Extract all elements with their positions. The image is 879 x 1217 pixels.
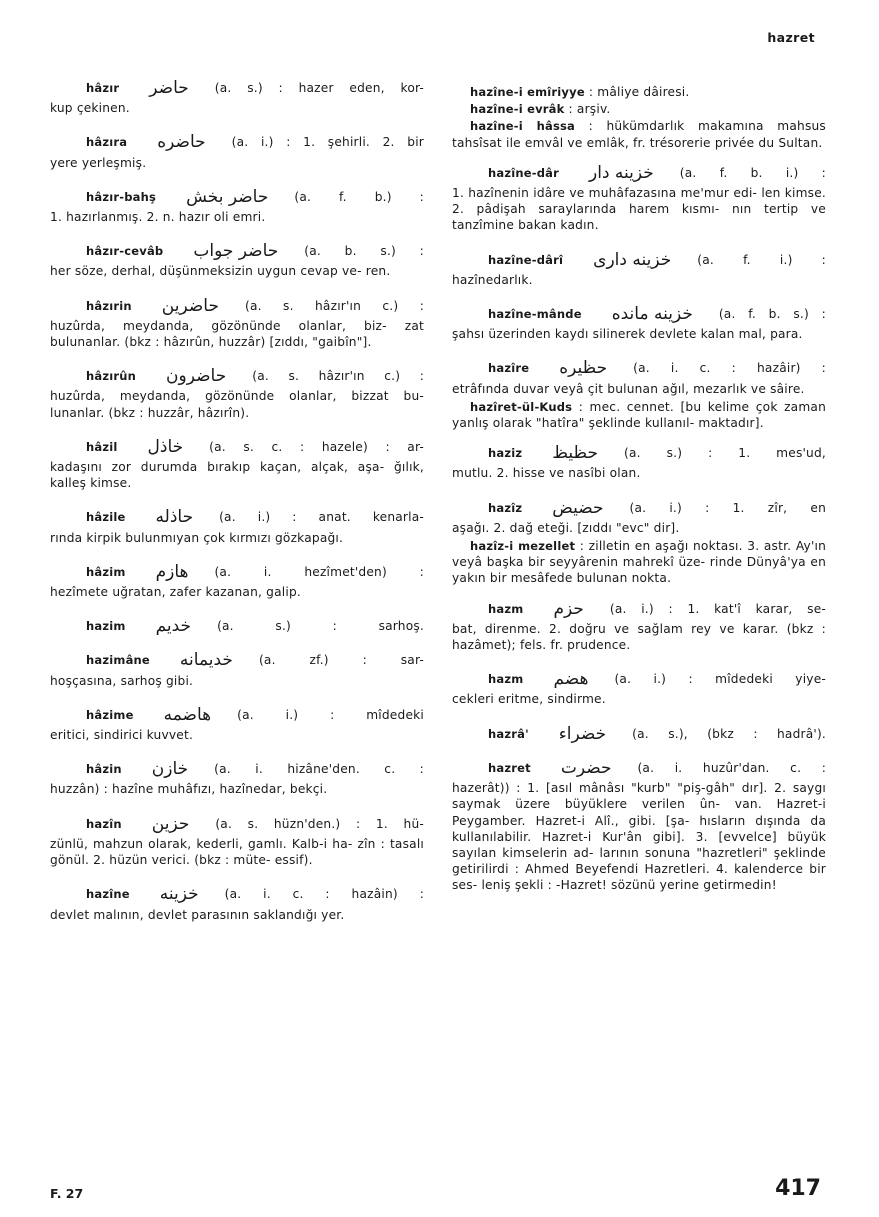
dictionary-entry (452, 360, 826, 396)
definition-body: 1. hazırlanmış. 2. n. hazır oli emri. (50, 210, 266, 225)
headword: hazîre (488, 361, 530, 376)
headword-line (50, 295, 424, 316)
definition-start: (a. i.) : 1. zîr, en (629, 500, 826, 515)
arabic-spelling: خاذل (147, 436, 184, 457)
arabic-spelling: خازن (151, 759, 189, 780)
definition-body: devlet malının, devlet parasının saklandığı yer. (50, 907, 345, 922)
headword-line (50, 241, 424, 262)
definition-body: 1. hazînenin idâre ve muhâfazasına me'mur edi- len kimse. 2. pâdişah saraylarında harem kısmı- nın tertip ve tanzîmine bakan kadın. (452, 186, 826, 233)
subentry-term: hazîret-ül-Kuds (470, 399, 573, 414)
subentry-term: hazîz-i mezellet (470, 539, 576, 554)
definition-start: (a. f. b. i.) : (679, 165, 826, 180)
headword: hâzil (86, 439, 118, 454)
headword: hâzır-bahş (86, 189, 157, 204)
dictionary-entry (50, 509, 424, 545)
definition-body: hezîmete uğratan, zafer kazanan, galip. (50, 585, 301, 600)
dictionary-entry (50, 652, 424, 688)
headword-line (50, 366, 424, 387)
footer-signature: F. 27 (50, 1186, 84, 1201)
definition-body: her söze, derhal, düşünmeksizin uygun cevap ve- ren. (50, 264, 391, 279)
arabic-spelling: حضيض (552, 497, 604, 518)
subentry (452, 84, 826, 100)
headword: hâzime (86, 707, 134, 722)
headword: hazîne-dâr (488, 165, 560, 180)
definition-start: (a. i. huzûr'dan. c. : (637, 760, 826, 775)
definition-start: (a. s.) : hazer eden, kor- (214, 81, 424, 95)
headword: hazrâ' (488, 726, 529, 741)
headword: hazm (488, 601, 524, 616)
definition-start: (a. f. b.) : (294, 189, 424, 204)
arabic-spelling: حظيره (559, 358, 608, 379)
definition-body: etrâfında duvar veyâ çit bulunan ağıl, mezarlık ve sâire. (452, 381, 805, 396)
arabic-spelling: هاضمه (163, 704, 212, 725)
headword: hazim (86, 619, 126, 634)
dictionary-entry (452, 598, 826, 654)
arabic-spelling: خزينه مانده (611, 304, 693, 325)
headword: hazîne-mânde (488, 307, 582, 322)
dictionary-entry (452, 249, 826, 288)
dictionary-entry (50, 561, 424, 600)
arabic-spelling: خديم (155, 616, 192, 637)
definition-body: eritici, sindirici kuvvet. (50, 728, 194, 743)
headword: hâzıra (86, 135, 128, 150)
definition-body: cekleri eritme, sindirme. (452, 692, 606, 707)
definition-start: (a. i. c. : hazâir) : (633, 361, 826, 376)
headword: hâzırûn (86, 369, 137, 384)
headword-line (50, 507, 424, 528)
arabic-spelling: هازم (155, 561, 189, 582)
arabic-spelling: خزينه دار (589, 162, 654, 183)
arabic-spelling: خضراء (558, 723, 607, 744)
headword-line (50, 650, 424, 671)
dictionary-entry (452, 757, 826, 894)
dictionary-entry (50, 436, 424, 492)
headword: hazm (488, 672, 524, 687)
definition-start: (a. i.) : 1. kat'î karar, se- (609, 601, 826, 616)
definition-start: (a. i.) : mîdedeki yiye- (614, 672, 826, 687)
definition-start: (a. f. i.) : (697, 252, 826, 267)
arabic-spelling: حاضره (157, 132, 206, 153)
arabic-spelling: حاضرون (166, 366, 227, 387)
dictionary-entry (50, 186, 424, 225)
arabic-spelling: خديمانه (179, 650, 233, 671)
arabic-spelling: حزين (151, 813, 190, 834)
subentry (452, 399, 826, 431)
definition-start: (a. zf.) : sar- (258, 653, 424, 668)
arabic-spelling: خزينه (159, 884, 199, 905)
definition-body: kup çekinen. (50, 101, 130, 116)
headword: hazret (488, 760, 531, 775)
subentry-definition: : arşiv. (568, 102, 611, 117)
subentry (452, 101, 826, 117)
dictionary-entry (452, 306, 826, 342)
subentry-definition: : mec. cennet. [bu kelime çok zaman yanlış olarak "hatîra" şeklinde kullanıl- maktadır]. (452, 399, 827, 431)
running-head: hazret (767, 30, 815, 45)
headword-line (452, 598, 826, 619)
right-column (452, 84, 826, 912)
headword-line (50, 132, 424, 153)
arabic-spelling: حظيظ (552, 443, 599, 464)
arabic-spelling: حاضر بخش (186, 186, 269, 207)
headword: hazimâne (86, 653, 150, 668)
definition-start: (a. s.) : sarhoş. (217, 619, 424, 634)
subentry-definition: : hükümdarlık makamına mahsus tahsîsat ile emvâl ve emlâk, fr. trésorerie privée du Sultan. (452, 119, 826, 150)
definition-body: mutlu. 2. hisse ve nasîbi olan. (452, 466, 641, 481)
definition-start: (a. i. c. : hazâin) : (224, 887, 424, 902)
headword-line (50, 80, 424, 96)
headword-line (50, 186, 424, 207)
arabic-spelling: حاذله (155, 507, 194, 528)
definition-body: bat, direnme. 2. doğru ve sağlam rey ve karar. (bkz : hazâmet); fels. fr. prudence. (452, 621, 826, 653)
left-column (50, 80, 424, 941)
headword-line (50, 561, 424, 582)
headword-line (50, 436, 424, 457)
definition-start: (a. i. hezîmet'den) : (214, 564, 424, 579)
headword-line (452, 304, 826, 325)
dictionary-entry (452, 445, 826, 481)
definition-start: (a. i.) : mîdedeki (237, 707, 424, 722)
headword: hazîz (488, 500, 523, 515)
page-number: 417 (775, 1176, 821, 1201)
headword-line (452, 757, 826, 778)
definition-body: aşağı. 2. dağ eteği. [zıddı "evc" dir]. (452, 520, 680, 535)
arabic-spelling: هضم (553, 669, 589, 690)
dictionary-entry (452, 723, 826, 744)
dictionary-entry (452, 671, 826, 707)
headword: hâzır-cevâb (86, 244, 164, 259)
definition-body: hazînedarlık. (452, 272, 533, 287)
headword-line (50, 616, 424, 637)
definition-start: (a. s.) : 1. mes'ud, (624, 446, 826, 461)
dictionary-entry (452, 497, 826, 536)
definition-start: (a. i. hizâne'den. c. : (214, 762, 424, 777)
definition-body: zünlü, mahzun olarak, kederli, gamlı. Kalb-i ha- zîn : tasalı gönül. 2. hüzün verici. (bkz : müte- essif). (50, 836, 424, 868)
definition-start: (a. s. hüzn'den.) : 1. hü- (215, 816, 424, 831)
subentry-term: hazîne-i hâssa (470, 119, 575, 134)
headword: hâzim (86, 564, 126, 579)
headword-line (452, 723, 826, 744)
headword: hâzır (86, 81, 120, 95)
definition-start: (a. b. s.) : (304, 244, 424, 259)
headword-line (50, 884, 424, 905)
headword-line (452, 443, 826, 464)
headword-line (452, 249, 826, 270)
subentry-term: hazîne-i evrâk (470, 102, 565, 117)
arabic-spelling: خزينه دارى (593, 249, 672, 270)
arabic-spelling: حاضرين (161, 295, 219, 316)
headword: hazîn (86, 816, 122, 831)
dictionary-entry (50, 295, 424, 351)
definition-body: rında kirpik bulunmıyan çok kırmızı gözkapağı. (50, 530, 344, 545)
subentry (452, 118, 826, 150)
headword-line (452, 497, 826, 518)
dictionary-entry (50, 80, 424, 116)
headword: hâzırin (86, 298, 132, 313)
definition-body: hazerât)) : 1. [asıl mânâsı "kurb" "piş-gâh" dır]. 2. saygı saymak üzere büyüklere verilen ûn- van. Hazret-i Peygamber. Hazret-i Alî., gibi. [şa- hısların dışında da kullanılabilir. Hazret-i Kur'ân gibi]. 3. [evvelce] büyük sayılan kimselerin ad- larının sonuna "hazretleri" şeklinde getirilirdi : Ahmed Beyefendi Hazretleri. 4. kalenderce bir ses- leniş şekli : -Hazret! sözünü yerine getirmedin! (452, 781, 826, 893)
headword: haziz (488, 446, 523, 461)
definition-start: (a. s. c. : hazele) : ar- (209, 439, 424, 454)
definition-start: (a. s.), (bkz : hadrâ'). (632, 726, 826, 741)
headword-line (452, 162, 826, 183)
dictionary-entry (50, 813, 424, 869)
headword: hâzin (86, 762, 122, 777)
headword: hazîne-dârî (488, 252, 564, 267)
headword-line (50, 759, 424, 780)
arabic-spelling: حاضر (149, 78, 189, 98)
definition-body: huzûrda, meydanda, gözönünde olanlar, biz- zat bulunanlar. (bkz : hâzırûn, huzzâr) [zıddı, "gaibîn"]. (50, 318, 424, 350)
definition-start: (a. i.) : 1. şehirli. 2. bir (231, 135, 424, 150)
dictionary-entry (50, 134, 424, 170)
dictionary-entry (50, 704, 424, 743)
dictionary-entry (50, 761, 424, 797)
headword-line (452, 669, 826, 690)
dictionary-entry (50, 368, 424, 421)
headword-line (50, 813, 424, 834)
definition-body: kadaşını zor durumda bırakıp kaçan, alçak, aşa- ğılık, kalleş kimse. (50, 460, 424, 491)
subentry-term: hazîne-i emîriyye (470, 85, 585, 99)
arabic-spelling: حزم (553, 598, 584, 619)
dictionary-entry (50, 243, 424, 279)
arabic-spelling: حاضر جواب (193, 241, 279, 262)
dictionary-entry (452, 162, 826, 234)
definition-start: (a. s. hâzır'ın c.) : (244, 298, 424, 313)
definition-start: (a. s. hâzır'ın c.) : (252, 369, 424, 384)
subentry (452, 538, 826, 587)
definition-body: şahsı üzerinden kaydı silinerek devlete kalan mal, para. (452, 327, 803, 342)
dictionary-entry (50, 616, 424, 637)
arabic-spelling: حضرت (560, 757, 612, 778)
definition-body: huzzân) : hazîne muhâfızı, hazînedar, bekçi. (50, 782, 328, 797)
definition-body: huzûrda, meydanda, gözönünde olanlar, bizzat bu- lunanlar. (bkz : huzzâr, hâzırîn). (50, 389, 424, 420)
dictionary-entry (50, 886, 424, 922)
headword-line (50, 704, 424, 725)
definition-body: yere yerleşmiş. (50, 155, 147, 170)
headword-line (452, 358, 826, 379)
definition-start: (a. f. b. s.) : (718, 307, 826, 322)
headword: hâzile (86, 510, 126, 525)
subentry-definition: : mâliye dâiresi. (588, 85, 690, 99)
definition-start: (a. i.) : anat. kenarla- (219, 510, 424, 525)
definition-body: hoşçasına, sarhoş gibi. (50, 673, 194, 688)
subentry-definition: : zilletin en aşağı noktası. 3. astr. Ay'ın veyâ başka bir seyyârenin mahrekî üze- rinde Dünyâ'ya en yakın bir mesâfede bulunan nokta. (452, 539, 827, 586)
headword: hazîne (86, 887, 130, 902)
